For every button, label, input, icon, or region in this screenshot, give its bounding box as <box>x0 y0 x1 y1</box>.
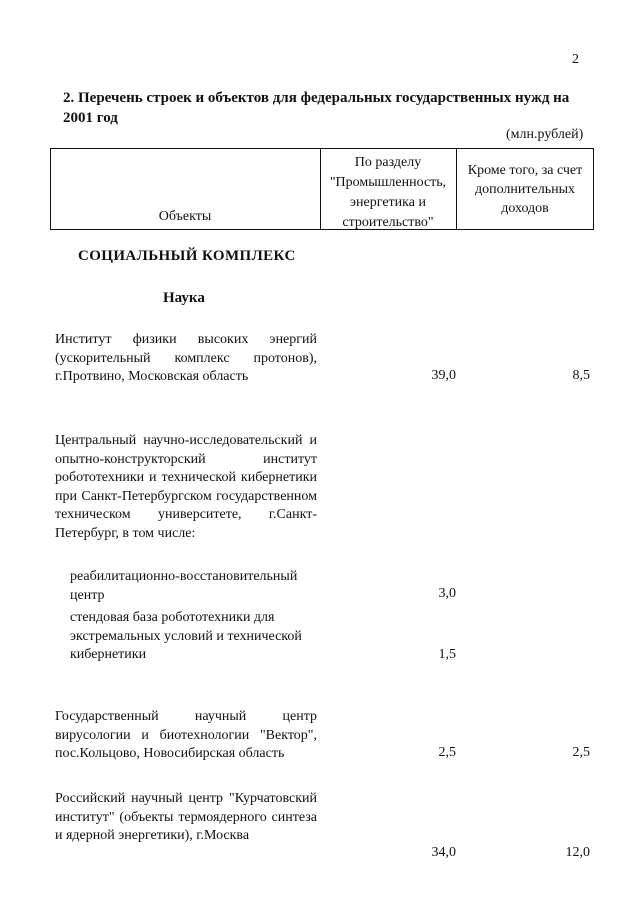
list-item: Институт физики высоких энергий (ускорительный комплекс протонов), г.Протвино, Московская область <box>55 332 317 384</box>
list-item: Российский научный центр "Курчатовский институт" (объекты термоядерного синтеза и ядерной энергетики), г.Москва <box>55 791 317 843</box>
subsection-heading: Наука <box>163 290 205 306</box>
document-title: 2. Перечень строек и объектов для федеральных государственных нужд на 2001 год <box>63 90 570 126</box>
list-item: Центральный научно-исследовательский и опытно-конструкторский институт робототехники и технической кибернетики при Санкт-Петербургском государственном техническом университете, г.Санкт-Петербург, в том числе: <box>55 433 317 541</box>
header-additional-income: Кроме того, за счет дополнительных доходов <box>467 163 583 216</box>
column-divider <box>456 149 457 229</box>
item-extra-value: 2,5 <box>572 745 590 760</box>
header-objects: Объекты <box>158 209 212 224</box>
item-value: 39,0 <box>431 368 456 383</box>
item-value: 2,5 <box>438 745 456 760</box>
item-value: 34,0 <box>431 845 456 860</box>
page-number: 2 <box>572 52 579 67</box>
section-heading: СОЦИАЛЬНЫЙ КОМПЛЕКС <box>78 248 296 264</box>
sub-item-value: 1,5 <box>438 647 456 662</box>
item-extra-value: 12,0 <box>565 845 590 860</box>
unit-label: (млн.рублей) <box>506 127 584 142</box>
sub-item: стендовая база робототехники для экстремальных условий и технической кибернетики <box>70 610 302 662</box>
list-item: Государственный научный центр вирусологии и биотехнологии "Вектор", пос.Кольцово, Новосибирская область <box>55 709 317 761</box>
table-border-right <box>593 149 594 229</box>
sub-item-value: 3,0 <box>438 586 456 601</box>
item-extra-value: 8,5 <box>572 368 590 383</box>
header-section-budget: По разделу "Промышленность, энергетика и строительство" <box>329 155 447 230</box>
table-header <box>50 148 594 230</box>
column-divider <box>320 149 321 229</box>
sub-item: реабилитационно-восстановительный центр <box>70 569 298 603</box>
